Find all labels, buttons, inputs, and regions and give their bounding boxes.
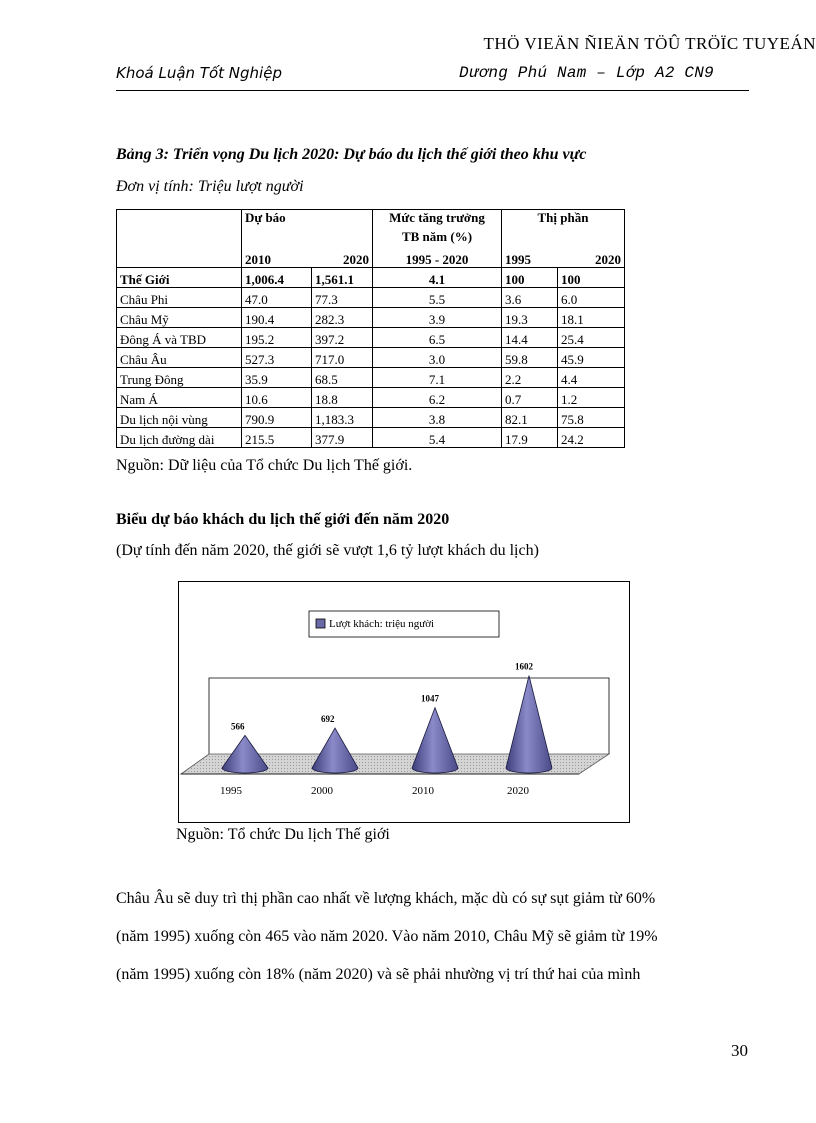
table-cell: 45.9 — [558, 348, 625, 368]
header-growth-line1: Mức tăng trưởng — [373, 210, 502, 230]
header-right: Dương Phú Nam – Lớp A2 CN9 — [459, 64, 714, 82]
table-cell: 6.0 — [558, 288, 625, 308]
table-cell: 4.1 — [373, 268, 502, 288]
table-cell: 0.7 — [502, 388, 558, 408]
header-blank — [312, 210, 373, 230]
x-tick-label: 2010 — [412, 785, 434, 797]
table-cell: 59.8 — [502, 348, 558, 368]
table-cell: 195.2 — [242, 328, 312, 348]
data-label: 1602 — [515, 661, 533, 672]
table-cell: 68.5 — [312, 368, 373, 388]
table-cell-region: Châu Phi — [117, 288, 242, 308]
chart-subtitle: (Dự tính đến năm 2020, thế giới sẽ vượt 1,6 tỷ lượt khách du lịch) — [116, 542, 539, 559]
table-cell: 3.6 — [502, 288, 558, 308]
cone-mark-2000 — [312, 728, 358, 773]
data-label: 1047 — [421, 693, 439, 704]
table-cell: 717.0 — [312, 348, 373, 368]
table-cell-region: Thế Giới — [117, 268, 242, 288]
table-row — [117, 308, 625, 328]
paragraph-line-1: Châu Âu sẽ duy trì thị phần cao nhất về lượng khách, mặc dù có sự sụt giảm từ 60% — [116, 890, 656, 907]
x-tick-label: 2000 — [311, 785, 333, 797]
header-blank — [312, 229, 373, 248]
table-cell: 47.0 — [242, 288, 312, 308]
cone-chart — [179, 582, 629, 822]
header-forecast: Dự báo — [242, 210, 312, 230]
legend-label: Lượt khách: triệu người — [329, 618, 435, 630]
table-cell: 1,561.1 — [312, 268, 373, 288]
table-unit: Đơn vị tính: Triệu lượt người — [116, 178, 304, 195]
table-row — [117, 328, 625, 348]
table-cell: 2.2 — [502, 368, 558, 388]
legend-swatch — [316, 619, 325, 628]
header-region-cell — [117, 210, 242, 268]
table-cell: 18.8 — [312, 388, 373, 408]
table-cell: 1.2 — [558, 388, 625, 408]
table-cell: 19.3 — [502, 308, 558, 328]
cone-mark-2020 — [506, 676, 552, 773]
table-cell: 282.3 — [312, 308, 373, 328]
table-title: Bảng 3: Triển vọng Du lịch 2020: Dự báo du lịch thế giới theo khu vực — [116, 146, 587, 163]
table-cell: 5.4 — [373, 428, 502, 448]
table-cell: 790.9 — [242, 408, 312, 428]
header-year-2010: 2010 — [242, 248, 312, 268]
table-cell: 3.8 — [373, 408, 502, 428]
table-row — [117, 388, 625, 408]
table-row — [117, 288, 625, 308]
table-cell: 1,006.4 — [242, 268, 312, 288]
table-cell: 6.5 — [373, 328, 502, 348]
header-share-1995: 1995 — [502, 248, 558, 268]
table-cell: 190.4 — [242, 308, 312, 328]
paragraph-line-3: (năm 1995) xuống còn 18% (năm 2020) và sẽ phải nhường vị trí thứ hai của mình — [116, 966, 641, 983]
table-cell-region: Châu Mỹ — [117, 308, 242, 328]
table-row — [117, 368, 625, 388]
table-cell: 3.9 — [373, 308, 502, 328]
watermark-text: THÖ VIEÄN ÑIEÄN TÖÛ TRÖÏC TUYEÁN — [483, 34, 816, 53]
table-row — [117, 428, 625, 448]
table-cell: 3.0 — [373, 348, 502, 368]
header-period: 1995 - 2020 — [373, 248, 502, 268]
paragraph-line-2: (năm 1995) xuống còn 465 vào năm 2020. Vào năm 2010, Châu Mỹ sẽ giảm từ 19% — [116, 928, 658, 945]
x-tick-label: 2020 — [507, 785, 529, 797]
header-share-2020: 2020 — [558, 248, 625, 268]
table-cell: 377.9 — [312, 428, 373, 448]
table-cell: 100 — [558, 268, 625, 288]
page-number: 30 — [731, 1041, 748, 1060]
data-label: 566 — [231, 721, 245, 732]
table-cell: 82.1 — [502, 408, 558, 428]
table-row — [117, 348, 625, 368]
header-blank — [502, 229, 625, 248]
header-growth-line2: TB năm (%) — [373, 229, 502, 248]
table-cell: 6.2 — [373, 388, 502, 408]
table-cell: 4.4 — [558, 368, 625, 388]
table-cell: 18.1 — [558, 308, 625, 328]
table-cell-region: Trung Đông — [117, 368, 242, 388]
x-tick-label: 1995 — [220, 785, 242, 797]
table-cell: 10.6 — [242, 388, 312, 408]
table-header-row — [117, 210, 625, 230]
chart-legend — [309, 611, 499, 637]
table-cell: 5.5 — [373, 288, 502, 308]
table-cell: 1,183.3 — [312, 408, 373, 428]
table-cell-region: Du lịch đường dài — [117, 428, 242, 448]
chart-back-wall — [209, 678, 609, 754]
header-left: Khoá Luận Tốt Nghiệp — [116, 64, 282, 82]
chart-frame — [178, 581, 630, 823]
table-cell: 14.4 — [502, 328, 558, 348]
table-cell-region: Du lịch nội vùng — [117, 408, 242, 428]
table-source: Nguồn: Dữ liệu của Tổ chức Du lịch Thế giới. — [116, 457, 413, 474]
table-cell: 100 — [502, 268, 558, 288]
table-row — [117, 268, 625, 288]
chart-source: Nguồn: Tổ chức Du lịch Thế giới — [176, 826, 390, 843]
table-cell-region: Nam Á — [117, 388, 242, 408]
data-label: 692 — [321, 714, 335, 725]
header-divider — [116, 90, 749, 91]
table-cell: 77.3 — [312, 288, 373, 308]
table-cell-region: Châu Âu — [117, 348, 242, 368]
table-row — [117, 408, 625, 428]
table-cell: 25.4 — [558, 328, 625, 348]
table-cell: 35.9 — [242, 368, 312, 388]
chart-title: Biểu dự báo khách du lịch thế giới đến năm 2020 — [116, 511, 450, 528]
chart-series — [220, 662, 552, 797]
table-cell: 527.3 — [242, 348, 312, 368]
table-cell: 75.8 — [558, 408, 625, 428]
table-cell: 17.9 — [502, 428, 558, 448]
table-cell-region: Đông Á và TBD — [117, 328, 242, 348]
header-year-2020: 2020 — [312, 248, 373, 268]
table-cell: 215.5 — [242, 428, 312, 448]
table-cell: 7.1 — [373, 368, 502, 388]
forecast-table — [116, 209, 625, 448]
table-cell: 397.2 — [312, 328, 373, 348]
header-share: Thị phần — [502, 210, 625, 230]
cone-mark-2010 — [412, 708, 458, 773]
table-cell: 24.2 — [558, 428, 625, 448]
header-blank — [242, 229, 312, 248]
